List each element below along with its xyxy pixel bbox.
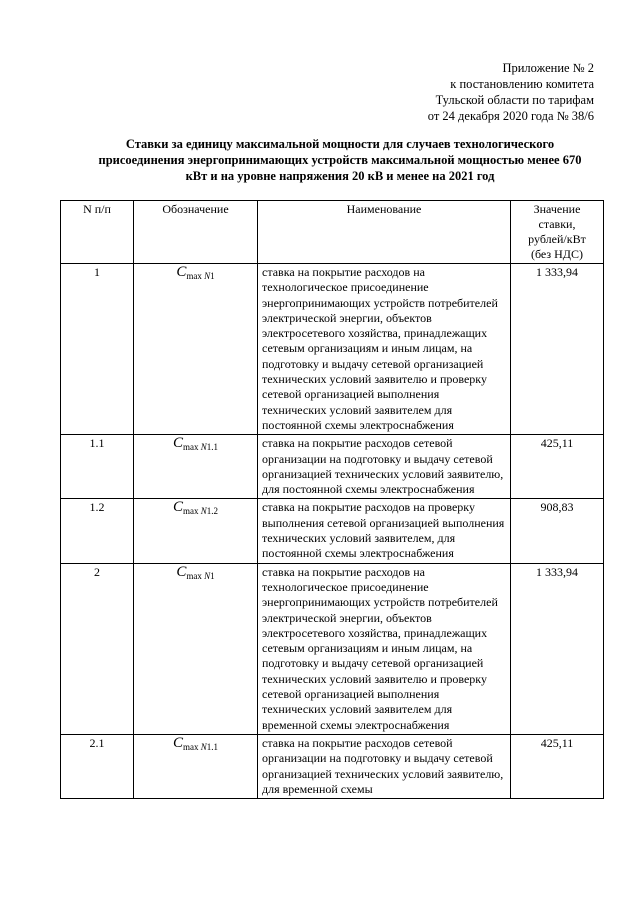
symbol-sub-text: max	[183, 506, 199, 517]
symbol-base: C	[172, 435, 183, 452]
symbol-sub-text: max	[183, 741, 199, 752]
symbol-subscript	[186, 571, 214, 581]
symbol-subscript	[183, 506, 218, 516]
row-name: ставка на покрытие расходов на технологическое присоединение энергопринимающих устройств потребителей электрической энергии, объектов электросетевого хозяйства, принадлежащих сетевым организациям и иным лицам, на подготовку и выдачу сетевой организацией технических условий заявителю и проверку сетевой организацией выполнения технических условий заявителем для постоянной схемы электроснабжения	[258, 264, 511, 435]
symbol-sub-text: max	[186, 271, 202, 281]
row-value: 1 333,94	[511, 563, 604, 734]
header-value-line: рублей/кВт	[528, 232, 586, 246]
symbol-subscript	[183, 442, 218, 452]
symbol-sub-index: 1.1	[206, 442, 219, 453]
table-header-row	[61, 201, 604, 264]
row-number: 1	[61, 264, 134, 435]
row-symbol	[134, 563, 258, 734]
appendix-line: Тульской области по тарифам	[435, 93, 594, 107]
row-number: 1.1	[61, 435, 134, 499]
table-row	[61, 734, 604, 798]
table-row	[61, 264, 604, 435]
table-row	[61, 435, 604, 499]
symbol-subscript	[186, 271, 214, 281]
row-value: 425,11	[511, 734, 604, 798]
symbol-base: C	[176, 264, 187, 280]
row-name: ставка на покрытие расходов сетевой организации на подготовку и выдачу сетевой организацией технических условий заявителю, для постоянной схемы электроснабжения	[258, 435, 511, 499]
title-line: Ставки за единицу максимальной мощности для случаев технологического	[125, 137, 555, 151]
symbol-sub-index: 1	[210, 271, 215, 281]
symbol-sub-index: 1.1	[206, 741, 219, 752]
symbol-sub-italic: N	[200, 442, 207, 453]
symbol-sub-index: 1	[210, 570, 215, 581]
appendix-reference	[428, 60, 594, 124]
row-value: 908,83	[511, 499, 604, 563]
rates-table	[60, 200, 604, 799]
row-symbol	[134, 499, 258, 563]
table-row	[61, 563, 604, 734]
symbol-base: C	[176, 563, 187, 580]
header-symbol: Обозначение	[134, 201, 258, 264]
header-value-line: (без НДС)	[530, 247, 583, 261]
appendix-line: от 24 декабря 2020 года № 38/6	[427, 109, 594, 123]
symbol-sub-text: max	[186, 570, 202, 581]
symbol-subscript	[183, 742, 218, 752]
symbol-sub-index: 1.2	[206, 506, 219, 517]
header-value-line: ставки,	[538, 217, 576, 231]
symbol-base: C	[172, 734, 183, 751]
symbol-sub-italic: N	[200, 741, 207, 752]
symbol-sub-italic: N	[200, 506, 207, 517]
row-number: 2	[61, 563, 134, 734]
symbol-base: C	[172, 499, 183, 516]
row-symbol	[134, 264, 258, 435]
row-symbol	[134, 435, 258, 499]
document-title	[80, 136, 600, 184]
header-num: N п/п	[61, 201, 134, 264]
row-number: 1.2	[61, 499, 134, 563]
header-value-line: Значение	[533, 202, 581, 216]
row-name: ставка на покрытие расходов сетевой организации на подготовку и выдачу сетевой организацией технических условий заявителю, для временной схемы	[258, 734, 511, 798]
appendix-line: Приложение № 2	[502, 61, 594, 75]
title-line: присоединения энергопринимающих устройств максимальной мощностью менее 670	[98, 153, 582, 167]
symbol-sub-italic: N	[204, 570, 211, 581]
symbol-sub-italic: N	[204, 271, 211, 281]
row-name: ставка на покрытие расходов на технологическое присоединение энергопринимающих устройств потребителей электрической энергии, объектов электросетевого хозяйства, принадлежащих сетевым организациям и иным лицам, на подготовку и выдачу сетевой организацией технических условий заявителю и проверку сетевой организацией выполнения технических условий заявителем для временной схемы электроснабжения	[258, 563, 511, 734]
appendix-line: к постановлению комитета	[450, 77, 594, 91]
row-value: 1 333,94	[511, 264, 604, 435]
row-name: ставка на покрытие расходов на проверку выполнения сетевой организацией выполнения технических условий заявителем, для постоянной схемы электроснабжения	[258, 499, 511, 563]
row-value: 425,11	[511, 435, 604, 499]
symbol-sub-text: max	[183, 442, 199, 453]
row-symbol	[134, 734, 258, 798]
header-value	[511, 201, 604, 264]
header-name: Наименование	[258, 201, 511, 264]
row-number: 2.1	[61, 734, 134, 798]
table-row	[61, 499, 604, 563]
title-line: кВт и на уровне напряжения 20 кВ и менее на 2021 год	[185, 169, 495, 183]
